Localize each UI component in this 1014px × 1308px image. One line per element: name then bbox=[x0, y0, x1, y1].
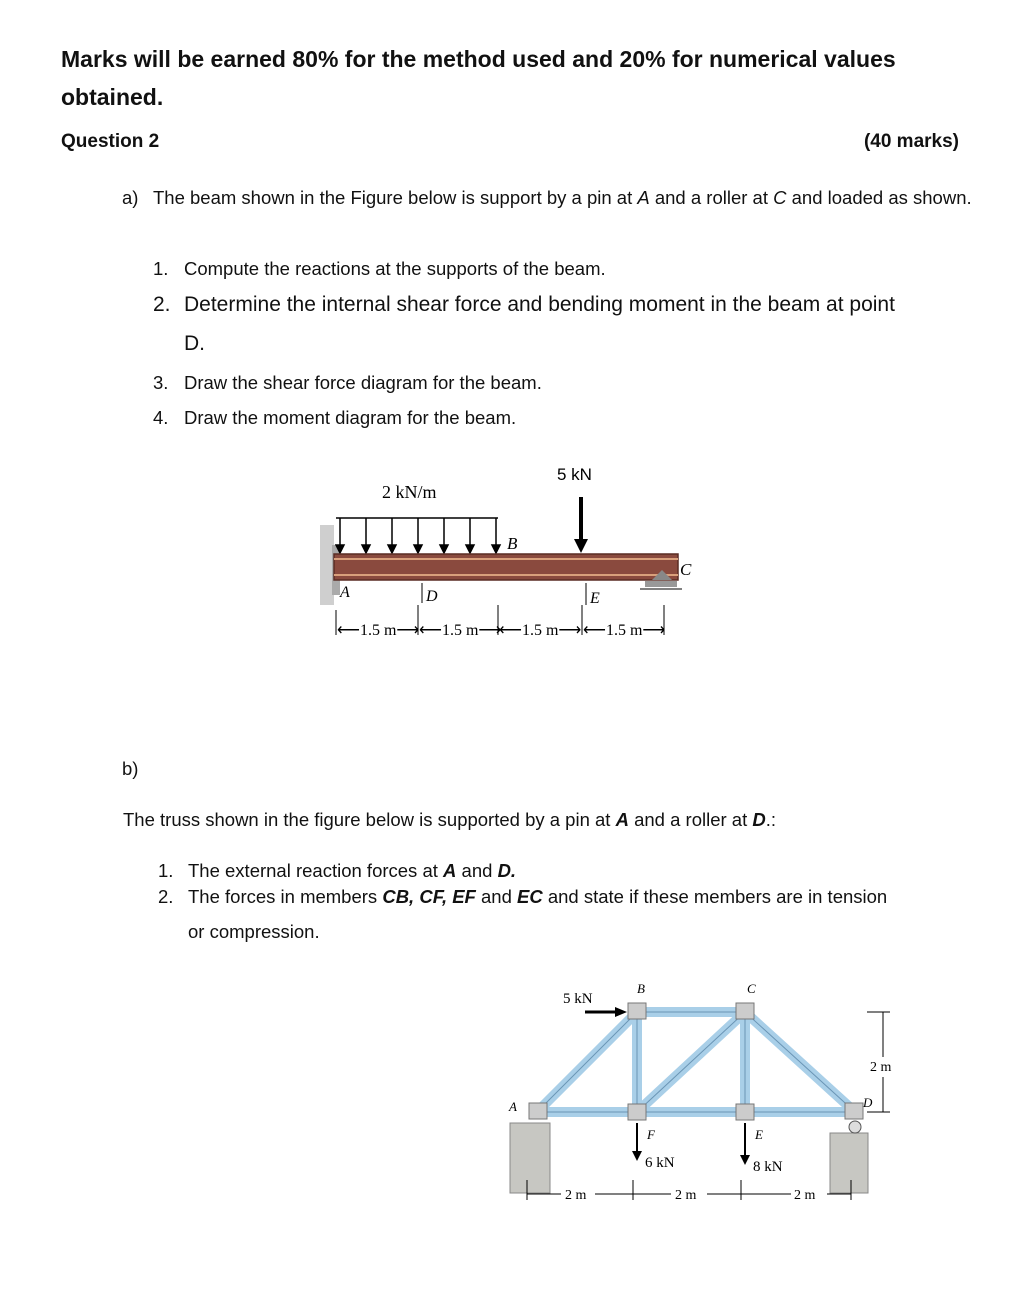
part-a-item-2-num: 2. bbox=[153, 293, 171, 316]
beam-span-3: ⟵1.5 m⟶ bbox=[499, 622, 582, 639]
part-b-item-1-text: The external reaction forces at bbox=[188, 860, 444, 881]
part-a-text bbox=[153, 180, 973, 215]
part-b-item-2-text: The forces in members bbox=[188, 886, 383, 907]
load-F-label: 6 kN bbox=[645, 1155, 675, 1171]
part-a-C: C bbox=[773, 187, 787, 208]
part-b-item-1-A: A bbox=[443, 860, 457, 881]
support-D-base bbox=[830, 1133, 868, 1193]
wall bbox=[320, 525, 334, 605]
part-b-item-2-and: and bbox=[475, 886, 518, 907]
part-a-item-2-cont: D. bbox=[184, 332, 205, 355]
label-B: B bbox=[507, 534, 518, 553]
part-b-label: b) bbox=[122, 758, 139, 779]
part-b-item-1 bbox=[188, 857, 516, 885]
part-a-text-1: The beam shown in the Figure below is support by a pin at bbox=[153, 187, 638, 208]
roller-D bbox=[849, 1121, 861, 1133]
beam bbox=[334, 554, 678, 580]
truss-label-F: F bbox=[647, 1127, 655, 1142]
label-D: D bbox=[426, 588, 438, 605]
part-a-text-2: and a roller at bbox=[649, 187, 774, 208]
part-a-item-4-num: 4. bbox=[153, 407, 169, 428]
beam-span-4: ⟵1.5 m⟶ bbox=[583, 622, 666, 639]
label-A: A bbox=[340, 584, 350, 601]
beam-span-2: ⟵1.5 m⟶ bbox=[419, 622, 502, 639]
point-load-label: 5 kN bbox=[557, 465, 592, 484]
part-a-item-3-num: 3. bbox=[153, 372, 169, 393]
part-a-item-1-num: 1. bbox=[153, 258, 169, 279]
truss-label-E: E bbox=[755, 1127, 763, 1142]
marks-note: Marks will be earned 80% for the method used and 20% for numerical values obtained. bbox=[61, 46, 896, 110]
part-a-item-1: Compute the reactions at the supports of the beam. bbox=[184, 258, 606, 279]
load-B-label: 5 kN bbox=[563, 991, 593, 1007]
part-b-item-1-and: and bbox=[456, 860, 498, 881]
part-b-item-2-cont: or compression. bbox=[188, 921, 320, 942]
span-3: 2 m bbox=[794, 1188, 816, 1203]
part-b-A: A bbox=[615, 809, 629, 830]
part-b-text-1: The truss shown in the figure below is supported by a pin at bbox=[123, 809, 616, 830]
part-b-item-2-EC: EC bbox=[517, 886, 543, 907]
part-b-D: D bbox=[752, 809, 766, 830]
part-a-A: A bbox=[637, 187, 650, 208]
load-E-label: 8 kN bbox=[753, 1159, 783, 1175]
height-label: 2 m bbox=[870, 1060, 892, 1075]
truss-label-D: D bbox=[863, 1095, 873, 1110]
truss-label-C: C bbox=[747, 981, 756, 996]
point-load-arrowhead bbox=[574, 539, 588, 553]
dist-load-arrows bbox=[336, 518, 500, 553]
part-a-item-3: Draw the shear force diagram for the beam. bbox=[184, 372, 542, 393]
support-A-base bbox=[510, 1123, 550, 1193]
part-b-item-1-D: D. bbox=[497, 860, 517, 881]
beam-span-1: ⟵1.5 m⟶ bbox=[337, 622, 420, 639]
part-b-item-2-num: 2. bbox=[158, 886, 174, 907]
question-marks: (40 marks) bbox=[863, 131, 959, 152]
part-a-label: a) bbox=[122, 187, 139, 208]
part-b-item-1-num: 1. bbox=[158, 860, 174, 881]
part-b-item-2-members: CB, CF, EF bbox=[382, 886, 476, 907]
truss-figure bbox=[495, 975, 915, 1215]
span-2: 2 m bbox=[675, 1188, 697, 1203]
dist-load-label: 2 kN/m bbox=[382, 482, 437, 502]
label-E: E bbox=[590, 590, 600, 607]
question-title: Question 2 bbox=[61, 131, 160, 152]
part-a-item-2: Determine the internal shear force and bending moment in the beam at point bbox=[184, 293, 895, 316]
part-b-text-3: .: bbox=[765, 809, 777, 830]
part-b-item-2-rest: and state if these members are in tension bbox=[542, 886, 888, 907]
truss-members bbox=[537, 1012, 855, 1112]
truss-label-A: A bbox=[509, 1099, 517, 1114]
part-b-text bbox=[123, 802, 776, 837]
part-a-text-3: and loaded as shown. bbox=[786, 187, 972, 208]
part-b-item-2 bbox=[188, 883, 887, 911]
beam-figure bbox=[310, 455, 710, 655]
truss-label-B: B bbox=[637, 981, 645, 996]
part-b-text-2: and a roller at bbox=[628, 809, 753, 830]
part-a-item-4: Draw the moment diagram for the beam. bbox=[184, 407, 517, 428]
label-C: C bbox=[680, 560, 692, 579]
span-1: 2 m bbox=[565, 1188, 587, 1203]
